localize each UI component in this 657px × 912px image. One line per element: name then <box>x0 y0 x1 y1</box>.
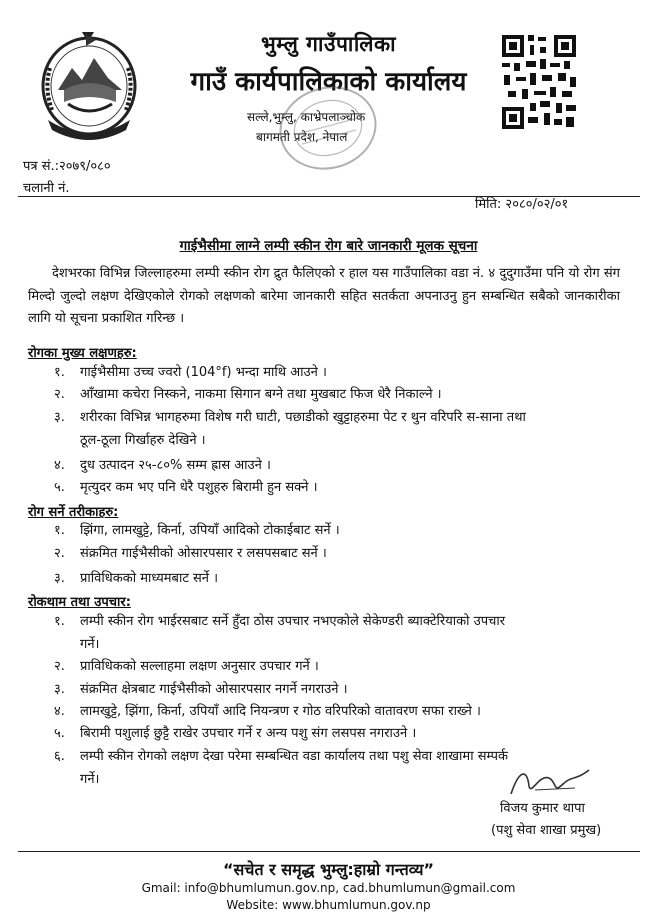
list-item <box>54 519 620 542</box>
item-text: प्राविधिकको सल्लाहमा लक्षण अनुसार उपचार गर्ने । <box>80 659 319 674</box>
list-item <box>54 700 620 723</box>
footer-divider <box>18 851 640 852</box>
date: मिति: २०८०/०२/०१ <box>475 197 569 212</box>
signatory-role: (पशु सेवा शाखा प्रमुख) <box>491 823 602 838</box>
item-text: झिंगा, लामखुट्टे, किर्ना, उपियाँ आदिको टोकाईबाट सर्ने । <box>80 523 340 538</box>
item-text: प्राविधिकको माध्यमबाट सर्ने । <box>80 571 219 586</box>
list-item <box>54 406 620 452</box>
footer-website[interactable]: Website: www.bhumlumun.gov.np <box>226 898 431 912</box>
letter-number: पत्र सं.:२०७९/०८० <box>23 159 111 174</box>
list-item <box>54 678 620 701</box>
office-name: गाउँ कार्यपालिकाको कार्यालय <box>190 67 467 97</box>
section-heading-symptoms: रोगका मुख्य लक्षणहरु: <box>28 346 137 361</box>
item-text: दुध उत्पादन २५-८०% सम्म ह्रास आउने । <box>80 458 271 473</box>
item-text: लामखुट्टे, झिंगा, किर्ना, उपियाँ आदि नियन्त्रण र गोठ वरिपरिको वातावरण सफा राख्ने । <box>80 704 481 719</box>
item-text: संक्रमित क्षेत्रबाट गाईभैसीको ओसारपसार नगर्ने नगराउने । <box>80 682 348 697</box>
item-text-continued: गर्ने। <box>80 637 100 652</box>
item-text: संक्रमित गाईभैसीको ओसारपसार र लसपसबाट सर्ने । <box>80 546 327 561</box>
item-text: गाईभैसीमा उच्च ज्वरो (104°f) भन्दा माथि आउने । <box>80 365 327 380</box>
item-number: २. <box>54 387 65 402</box>
item-number: ५. <box>54 726 65 741</box>
list-item <box>54 383 620 406</box>
item-text: मृत्युदर कम भए पनि धेरै पशुहरु बिरामी हुन सक्ने । <box>80 480 318 495</box>
item-number: १. <box>54 365 65 380</box>
notice-subject: गाईभैसीमा लाग्ने लम्पी स्कीन रोग बारे जानकारी मूलक सूचना <box>179 238 478 254</box>
section-heading-prevention: रोकथाम तथा उपचार: <box>28 595 131 610</box>
qr-code-icon <box>500 33 578 131</box>
footer-email[interactable]: Gmail: info@bhumlumun.gov.np, cad.bhumlumun@gmail.com <box>141 881 516 895</box>
item-number: ४. <box>54 458 65 473</box>
item-text-continued: ठूल-ठूला गिर्खाहरु देखिने । <box>80 433 206 448</box>
list-item <box>54 476 620 499</box>
item-text-continued: गर्ने। <box>80 772 100 787</box>
list-item <box>54 542 620 565</box>
signatory-name: विजय कुमार थापा <box>500 801 585 816</box>
item-number: ३. <box>54 410 65 425</box>
item-number: ३. <box>54 682 65 697</box>
item-number: १. <box>54 523 65 538</box>
address-line-2: बागमती प्रदेश, नेपाल <box>256 130 348 144</box>
list-item <box>54 361 620 384</box>
item-number: ५. <box>54 480 65 495</box>
item-text: लम्पी स्कीन रोगको लक्षण देखा परेमा सम्बन्धित वडा कार्यालय तथा पशु सेवा शाखामा सम्पर्क <box>80 749 509 764</box>
item-text: शरीरका विभिन्न भागहरुमा विशेष गरी घाटी, पछाडीको खुट्टाहरुमा पेट र थुन वरिपरि स-साना तथा <box>80 410 526 425</box>
item-number: २. <box>54 546 65 561</box>
section-heading-transmission: रोग सर्ने तरीकाहरु: <box>28 505 119 520</box>
list-item <box>54 567 620 590</box>
dispatch-number: चलानी नं. <box>23 181 70 196</box>
item-number: ३. <box>54 571 65 586</box>
item-number: ४. <box>54 704 65 719</box>
address-line-1: सल्ले,भुम्लु, काभ्रेपलाञ्चोक <box>247 110 366 124</box>
item-text: बिरामी पशुलाई छुट्टै राखेर उपचार गर्ने र अन्य पशु संग लसपस नगराउने । <box>80 726 417 741</box>
item-number: ६. <box>54 749 65 764</box>
intro-paragraph: देशभरका विभिन्न जिल्लाहरुमा लम्पी स्कीन रोग द्रुत फैलिएको र हाल यस गाउँपालिका वडा नं. ४ दुदुगाउँमा पनि यो रोग संग मिल्दो जुल्दो लक्षण देखिएकोले रोगको लक्षणको बारेमा जानकारी सहित सतर्कता अपनाउनु हुन सम्बन्धित सबैको जानकारीका लागि यो सूचना प्रकाशित गरिन्छ । <box>28 266 620 326</box>
list-item <box>54 655 620 678</box>
item-text: आँखामा कचेरा निस्कने, नाकमा सिगान बग्ने तथा मुखबाट फिज धेरै निकाल्ने । <box>80 387 442 402</box>
list-item <box>54 610 620 656</box>
footer-motto: “सचेत र समृद्ध भुम्लु:हाम्रो गन्तव्य” <box>222 860 435 879</box>
office-stamp-icon <box>268 78 388 178</box>
list-item <box>54 722 620 745</box>
municipality-name: भुम्लु गाउँपालिका <box>260 32 397 56</box>
item-text: लम्पी स्कीन रोग भाईरसबाट सर्ने हुँदा ठोस उपचार नभएकोले सेकेण्डरी ब्याक्टेरियाको उपचार <box>80 614 506 629</box>
list-item <box>54 454 620 477</box>
item-number: १. <box>54 614 65 629</box>
item-number: २. <box>54 659 65 674</box>
